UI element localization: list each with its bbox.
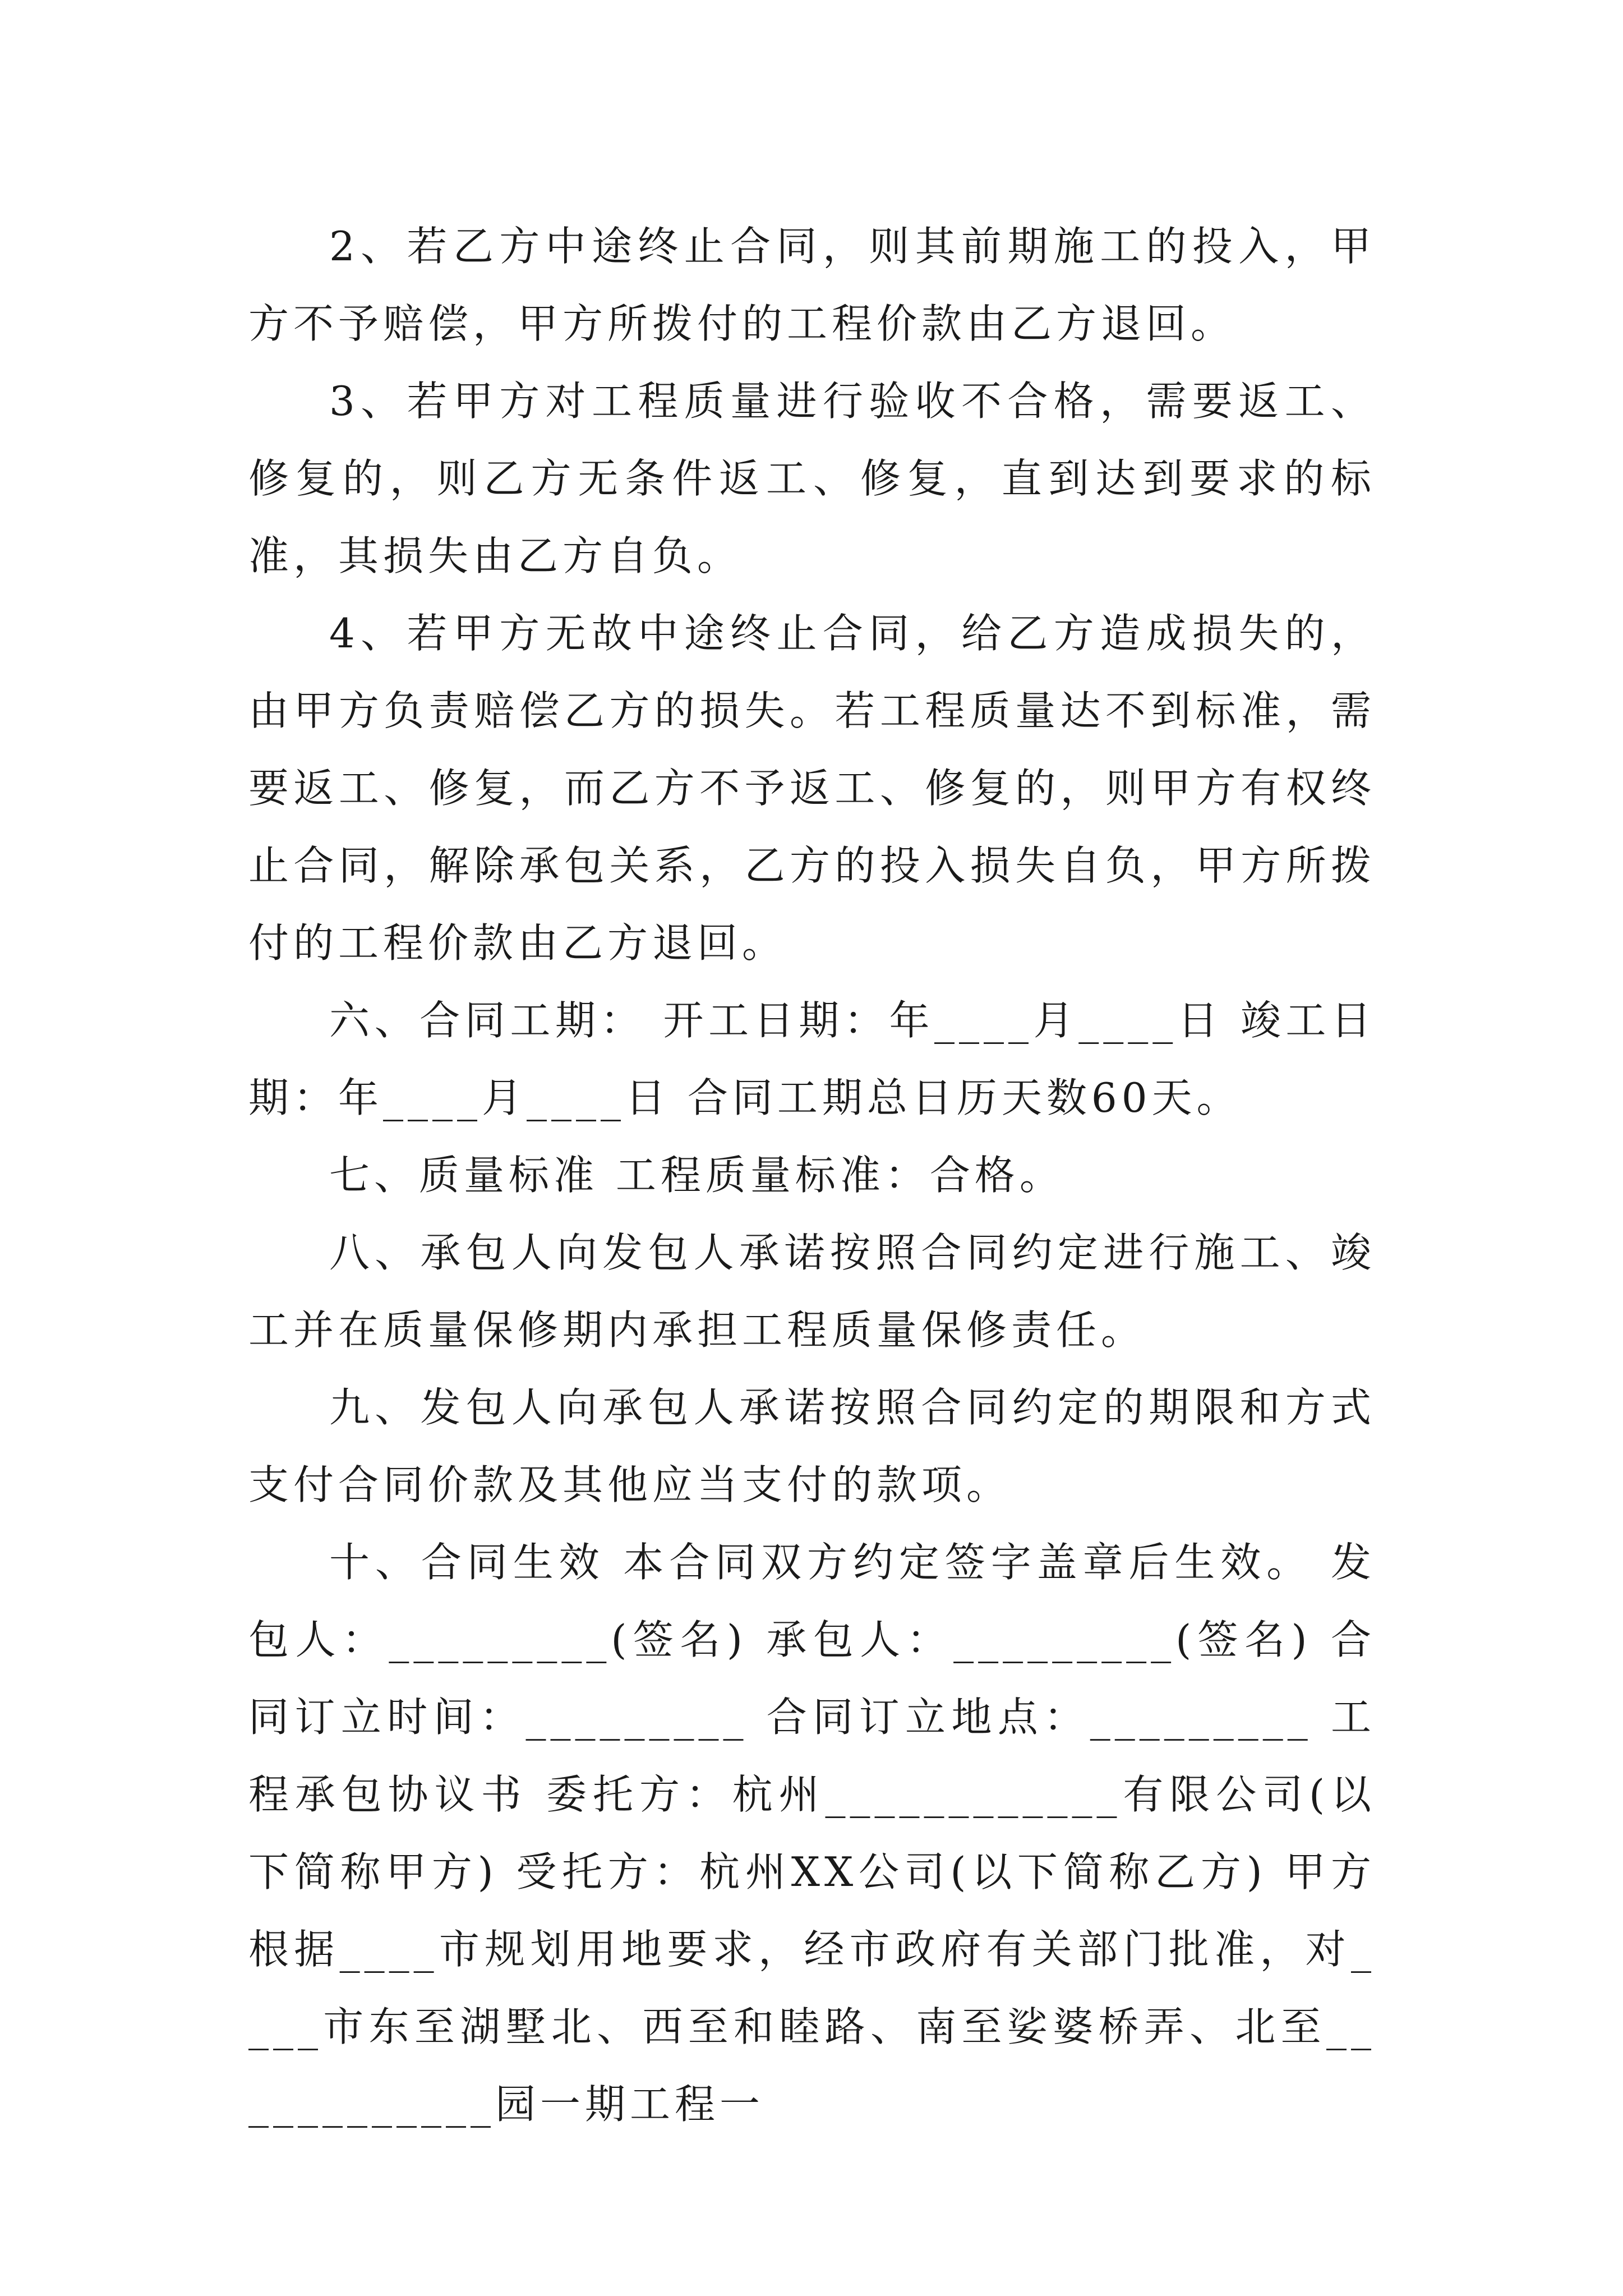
paragraph-contract-period: 六、合同工期： 开工日期：年____月____日 竣工日期：年____月____日 合同工期总日历天数60天。 [248, 997, 1376, 1121]
paragraph-clause-3: 3、若甲方对工程质量进行验收不合格，需要返工、修复的，则乙方无条件返工、修复，直到达到要求的标准，其损失由乙方自负。 [248, 378, 1376, 579]
paragraph-employer-promise: 九、发包人向承包人承诺按照合同约定的期限和方式支付合同价款及其他应当支付的款项。 [248, 1384, 1376, 1508]
paragraph-contract-effect: 十、合同生效 本合同双方约定签字盖章后生效。 发包人：_________(签名) 承包人：_________(签名) 合同订立时间：_________ 合同订立地点：_________ 工程承包协议书 委托方：杭州____________有限公司(以下简称甲方) 受托方：杭州XX公司(以下简称乙方) 甲方根据____市规划用地要求，经市政府有关部门批准，对____市东至湖墅北、西至和睦路、南至娑婆桥弄、北至____________园一期工程一 [248, 1539, 1376, 2128]
paragraph-quality-standard: 七、质量标准 工程质量标准：合格。 [329, 1152, 1064, 1199]
paragraph-contractor-promise: 八、承包人向发包人承诺按照合同约定进行施工、竣工并在质量保修期内承担工程质量保修责任。 [248, 1229, 1376, 1354]
document-body [248, 208, 1376, 2143]
paragraph-clause-2: 2、若乙方中途终止合同，则其前期施工的投入，甲方不予赔偿，甲方所拨付的工程价款由乙方退回。 [248, 223, 1376, 347]
paragraph-clause-4: 4、若甲方无故中途终止合同，给乙方造成损失的，由甲方负责赔偿乙方的损失。若工程质量达不到标准，需要返工、修复，而乙方不予返工、修复的，则甲方有权终止合同，解除承包关系，乙方的投入损失自负，甲方所拨付的工程价款由乙方退回。 [248, 610, 1376, 967]
